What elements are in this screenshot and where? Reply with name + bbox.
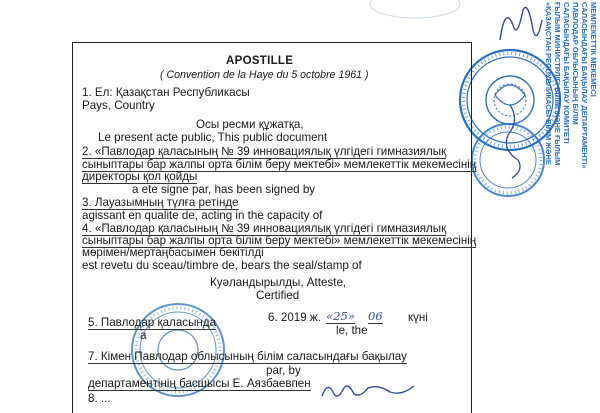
seal-line-a: 4. «Павлодар қаласының № 39 инновациялық үлгідегі гимназиялық [82, 222, 447, 235]
stamp-line-4: ПАВЛОДАР ОБЛЫСЫНЫҢ БІЛІМ [571, 2, 580, 125]
apostille-title: APOSTILLE [226, 55, 294, 67]
by-kz: 7. Кімен Павлодар облысының білім саласындағы бақылау [88, 350, 407, 363]
signature-top-right [495, 0, 545, 50]
country-fr: Pays, Country [82, 99, 155, 112]
stamp-line-1: «ҚАЗАҚСТАН РЕСПУБЛИКАСЫ БІЛІМ ЖӘНЕ [544, 2, 553, 165]
place-kz: 5. Павлодар қаласында [88, 316, 217, 329]
signature-bottom [318, 378, 418, 400]
signer-line-a: 2. «Павлодар қаласының № 39 инновациялық үлгідегі гимназиялық [82, 145, 447, 158]
stamp-line-3: САЛАСЫНДАҒЫ БАҚЫЛАУ КОМИТЕТІ [562, 2, 571, 144]
seal-fr: est revetu du sceau/timbre de, bears the seal/stamp of [82, 259, 362, 272]
convention-line: ( Convention de la Haye du 5 octobre 1961 ) [160, 69, 369, 81]
faded-stamp-top [360, 0, 480, 30]
intro-kz: Осы ресми құжатқа, [196, 118, 304, 131]
date-suffix: күні [408, 311, 428, 324]
seal-line-b: сыныптары бар жалпы орта білім беру мектебі» мемлекеттік мекемесінің [82, 234, 477, 247]
place-fr: a [140, 329, 147, 342]
by-kz-b: департаментінің басшысы Е. Аязбаевпен [88, 377, 311, 390]
certified-kz: Куәландырылды, Atteste, [210, 276, 347, 289]
country-kz: 1. Ел: Қазақстан Республикасы [82, 86, 250, 99]
by-fr: par, by [266, 364, 301, 377]
signer-line-c: директоры қол қойды [82, 170, 198, 183]
date-prefix: 6. 2019 ж. [268, 311, 321, 324]
stamp-line-2: ҒЫЛЫМ МИНИСТРЛІГІ БІЛІМ ЖӘНЕ ҒЫЛЫМ [553, 2, 562, 166]
seal-line-c: мөрімен/мертаңбасымен бекітілді [82, 246, 264, 259]
date-day: «25» [326, 309, 355, 323]
stamp-line-6: МЕМЛЕКЕТТІК МЕКЕМЕСІ [589, 2, 598, 97]
stamp-line-5: САЛАСЫНДАҒЫ БАҚЫЛАУ ДЕПАРТАМЕНТІ» [580, 2, 589, 169]
signature-right-mid [500, 100, 530, 180]
item-8: 8. ... [88, 392, 111, 405]
certified-en: Certified [256, 289, 300, 302]
date-month: 06 [368, 309, 383, 323]
date-fr: le, the [336, 324, 368, 337]
capacity-kz: 3. Лауазымның түлға ретінде [82, 196, 239, 209]
intro-fr: Le present acte public, This public document [98, 131, 328, 144]
signer-fr: a ete signe par, has been signed by [132, 183, 316, 196]
signer-line-b: сыныптары бар жалпы орта білім беру мектебі» мемлекеттік мекемесінің [82, 158, 477, 171]
capacity-fr: agissant en qualite de, acting in the capacity of [82, 209, 323, 222]
